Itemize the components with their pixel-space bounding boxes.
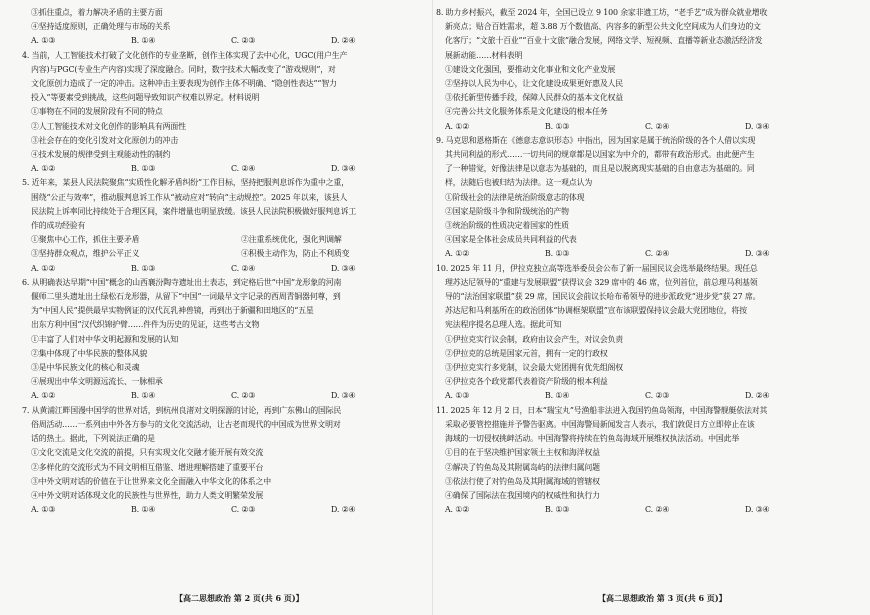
option-c: C. ②④ <box>645 121 670 131</box>
question-9-line: 9. 马克思和恩格斯在《德意志意识形态》中指出，因为国家是属于统治阶级的各个人借以实现 <box>436 135 756 145</box>
question-9-choice: ①阶级社会的法律是统治阶级意志的体现 <box>445 192 585 202</box>
question-5-choice: ④积极主动作为，防止不利质变 <box>241 249 350 259</box>
answer-options <box>22 34 442 48</box>
question-6-choice: ③是中华民族文化的核心和灵魂 <box>31 363 140 373</box>
option-b: B. ①④ <box>131 36 156 46</box>
answer-options <box>436 120 852 134</box>
option-c: C. ②④ <box>231 263 256 273</box>
option-b: B. ①③ <box>131 164 156 174</box>
question-5-line: 5. 近年来，某县人民法院聚焦“实质性化解矛盾纠纷”工作目标，坚持把服判息诉作为重中之重， <box>22 178 349 188</box>
question-4-line: 内容)与PGC(专业生产内容)实现了深度融合。同时，数字技术大幅改变了“游戏规则”，对 <box>31 64 336 74</box>
question-5-choice: ①聚焦中心工作，抓住主要矛盾 <box>31 235 140 245</box>
question-6-line: 出东方利中国”汉代织锦护臂……件件为历史的见证，这些考古文物 <box>31 320 260 330</box>
option-b: B. ①③ <box>545 249 570 259</box>
question-10-line: 苏达尼和马利基所在的政治团体“协调框架联盟”宣布该联盟保持议会最大党团地位，将按 <box>445 306 747 316</box>
option-c: C. ②③ <box>645 391 670 401</box>
answer-options <box>22 389 442 403</box>
question-9-line: 样，法随后也被归结为法律。这一观点认为 <box>445 178 593 188</box>
question-8-choice: ③依托新型传播手段，保障人民群众的基本文化权益 <box>445 93 624 103</box>
option-a: A. ①③ <box>31 505 56 515</box>
right-page <box>436 6 852 517</box>
question-7-line: 7. 从黄浦江畔国漫中国学的世界对话，到杭州良渚对文明探源的讨论，再到广东佛山的国际民 <box>22 405 342 415</box>
question-7-choice: ④中外文明对话体现文化的民族性与世界性，助力人类文明繁荣发展 <box>31 490 264 500</box>
question-4-choice: ③社会存在的变化引发对文化原创力的冲击 <box>31 135 179 145</box>
option-a: A. ①② <box>445 505 470 515</box>
option-c: C. ②③ <box>231 391 256 401</box>
question-4-line: 投入”等要素受到挑战，这些问题导致知识产权难以界定。材料说明 <box>31 93 260 103</box>
right-page-footer: 【高二思想政治 第 3 页(共 6 页)】 <box>598 593 727 603</box>
option-b: B. ①④ <box>131 505 156 515</box>
question-6-choice: ①丰富了人们对中华文明起源和发展的认知 <box>31 334 179 344</box>
answer-options <box>22 503 442 517</box>
option-d: D. ②④ <box>331 36 356 46</box>
option-d: D. ③④ <box>331 263 356 273</box>
question-4-choice: ②人工智能技术对文化创作的影响具有两面性 <box>31 121 186 131</box>
left-line: ③抓住重点，着力解决矛盾的主要方面 <box>31 8 163 17</box>
option-d: D. ②④ <box>331 505 356 515</box>
question-6-line: 偃师二里头遗址出土绿松石龙形器，从留下“中国”一词最早文字记录的西周青铜器何尊，到 <box>31 292 341 302</box>
option-d: D. ②④ <box>745 391 770 401</box>
question-7-choice: ③中外文明对话的价值在于让世界来文化全面融入中华文化的体系之中 <box>31 476 271 486</box>
left-line: ④坚持适度原则，正确处理与市场的关系 <box>31 22 171 32</box>
question-5-choice-row <box>22 247 442 261</box>
question-5-choice: ②注重系统优化，强化判调解 <box>241 235 342 245</box>
question-8-line: 化客厅；“文旅十百业”“百业十文旅”融合发展，网络文学、短视频、直播等新业态激活经济发 <box>445 36 763 46</box>
option-c: C. ②④ <box>231 164 256 174</box>
question-4-choice: ①事物在不同的发展阶段有不同的特点 <box>31 107 163 117</box>
question-8-choice: ②坚持以人民为中心，让文化建设成果更好惠及人民 <box>445 79 624 89</box>
question-4-line: 4. 当前，人工智能技术打破了文化创作的专业垄断，创作主体实现了去中心化，UGC(用户生产 <box>22 50 348 60</box>
question-10-line: 宪法程序提名总理人选。据此可知 <box>445 320 562 330</box>
option-b: B. ①③ <box>545 121 570 131</box>
question-5-line: 围绕“公正与效率”，推动服判息诉工作从“被动应对”转向“主动规控”。2025 年以来，该县人 <box>31 192 348 202</box>
option-a: A. ①② <box>445 249 470 259</box>
question-6-choice: ②集中体现了中华民族的整体风貌 <box>31 348 148 358</box>
question-8-line: 8. 助力乡村振兴，截至 2024 年，全国已设立 9 100 余家非遗工坊，“老手艺”成为群众就业增收 <box>436 8 768 17</box>
answer-options <box>436 247 852 261</box>
question-4-choice: ④技术发展的规律受到主观能动性的制约 <box>31 150 171 160</box>
question-7-line: 俗周活动……一系列由中外各方参与的文化交流活动，让古老而现代的中国成为世界文明对 <box>31 419 341 429</box>
option-a: A. ①② <box>31 164 56 174</box>
question-10-choice: ②伊拉克的总统是国家元首，拥有一定的行政权 <box>445 348 608 358</box>
option-b: B. ①③ <box>545 505 570 515</box>
left-page <box>22 6 442 517</box>
option-d: D. ③④ <box>331 391 356 401</box>
question-11-choice: ②解决了钓鱼岛及其附属岛屿的法律归属问题 <box>445 462 600 472</box>
question-8-line: 展新动能……材料表明 <box>445 50 523 60</box>
question-8-choice: ①建设文化强国，要推动文化事业和文化产业发展 <box>445 64 616 74</box>
option-d: D. ③④ <box>745 249 770 259</box>
option-a: A. ①③ <box>31 36 56 46</box>
answer-options <box>436 503 852 517</box>
question-5-line: 民法院上诉率同比持续处于合理区间，案件增量也明显放缓。该县人民法院积极做好服判息诉工 <box>31 206 357 216</box>
question-10-line: 导的“法治国家联盟”获 29 席，国民议会前议长哈布希领导的进步派政党“进步党”获 27 席。 <box>445 292 761 302</box>
question-7-line: 话的热土。据此，下列说法正确的是 <box>31 434 155 444</box>
question-7-choice: ②多样化的交流形式为不同文明相互借鉴、增进理解搭建了重要平台 <box>31 462 264 472</box>
option-d: D. ③④ <box>745 121 770 131</box>
answer-options <box>22 262 442 276</box>
question-11-choice: ③依法行使了对钓鱼岛及其附属海域的管辖权 <box>445 476 600 486</box>
option-c: C. ②③ <box>231 36 256 46</box>
option-c: C. ②③ <box>231 505 256 515</box>
option-a: A. ①② <box>31 263 56 273</box>
question-9-line: 了一种错觉，好像法律是以意志为基础的，而且是以脱离现实基础的自由意志为基础的。同 <box>445 164 755 174</box>
question-6-choice: ④展现出中华文明源远流长、一脉相承 <box>31 377 163 387</box>
question-10-line: 理苏达尼领导的“重建与发展联盟”获得议会 329 席中的 46 席，位列首位，前总理马利基领 <box>445 277 758 287</box>
option-c: C. ②④ <box>645 505 670 515</box>
question-11-choice: ④确保了国际法在我国境内的权威性和执行力 <box>445 490 600 500</box>
question-5-choice: ③坚持群众观点，维护公平正义 <box>31 249 140 259</box>
option-d: D. ③④ <box>745 505 770 515</box>
option-b: B. ①④ <box>131 391 156 401</box>
question-10-choice: ④伊拉克各个政党都代表着资产阶级的根本利益 <box>445 377 608 387</box>
option-b: B. ①④ <box>545 391 570 401</box>
answer-options <box>22 162 442 176</box>
question-11-choice: ①目的在于坚决维护国家领土主权和海洋权益 <box>445 448 600 458</box>
question-5-choice-row <box>22 233 442 247</box>
question-6-line: 为“中国人民”提供最早实物例证的汉代瓦乳神兽镜，再到出于新疆和田地区的“五星 <box>31 306 314 316</box>
left-page-footer: 【高二思想政治 第 2 页(共 6 页)】 <box>175 593 304 603</box>
question-9-choice: ④国家是全体社会成员共同利益的代表 <box>445 235 577 245</box>
question-9-choice: ③统治阶级的性质决定着国家的性质 <box>445 221 569 231</box>
question-4-line: 文化原创力造成了一定的冲击。这种冲击主要表现为创作主体不明确、“隐创性表达”“智力 <box>31 79 337 89</box>
option-a: A. ①③ <box>445 391 470 401</box>
question-11-line: 采取必要管控措施并予警告驱离。中国海警局新闻发言人表示，我们敦促日方立即停止在该 <box>445 419 755 429</box>
question-8-choice: ④完善公共文化服务体系是文化建设的根本任务 <box>445 107 608 117</box>
question-6-line: 6. 从明确表达早期“中国”概念的山西襄汾陶寺遗址出土表志，到定格后世“中国”龙形象的河南 <box>22 277 342 287</box>
question-10-choice: ①伊拉克实行议会制，政府由议会产生，对议会负责 <box>445 334 624 344</box>
question-9-line: 其共同利益的形式……一切共同的规章都是以国家为中介的，都带有政治形式。由此便产生 <box>445 150 755 160</box>
answer-options <box>436 389 852 403</box>
question-7-choice: ①文化交流是文化交流的前提，只有实现文化交融才能开展有效交流 <box>31 448 264 458</box>
question-10-line: 10. 2025 年 11 月，伊拉克独立高等选举委员会公布了新一届国民议会选举最终结果。现任总 <box>436 263 758 273</box>
option-a: A. ①② <box>445 121 470 131</box>
question-9-choice: ②国家是阶级斗争和阶级统治的产物 <box>445 206 569 216</box>
question-8-line: 新亮点；贴合百姓需求，超 3.88 万个数值高、内容多的新型公共文化空间成为人们身边的文 <box>445 22 761 32</box>
question-5-line: 作的成功经验有 <box>31 221 86 231</box>
question-10-choice: ③伊拉克实行多党制，议会最大党团拥有优先组阁权 <box>445 363 624 373</box>
option-c: C. ②④ <box>645 249 670 259</box>
option-b: B. ①③ <box>131 263 156 273</box>
question-11-line: 11. 2025 年 12 月 2 日，日本“瑞宝丸”号渔船非法进入我国钓鱼岛领海，中国海警舰艇依法对其 <box>436 405 768 415</box>
option-a: A. ①② <box>31 391 56 401</box>
option-d: D. ③④ <box>331 164 356 174</box>
question-11-line: 海域的一切侵权挑衅活动。中国海警将持续在钓鱼岛海域开展维权执法活动。中国此举 <box>445 434 740 444</box>
